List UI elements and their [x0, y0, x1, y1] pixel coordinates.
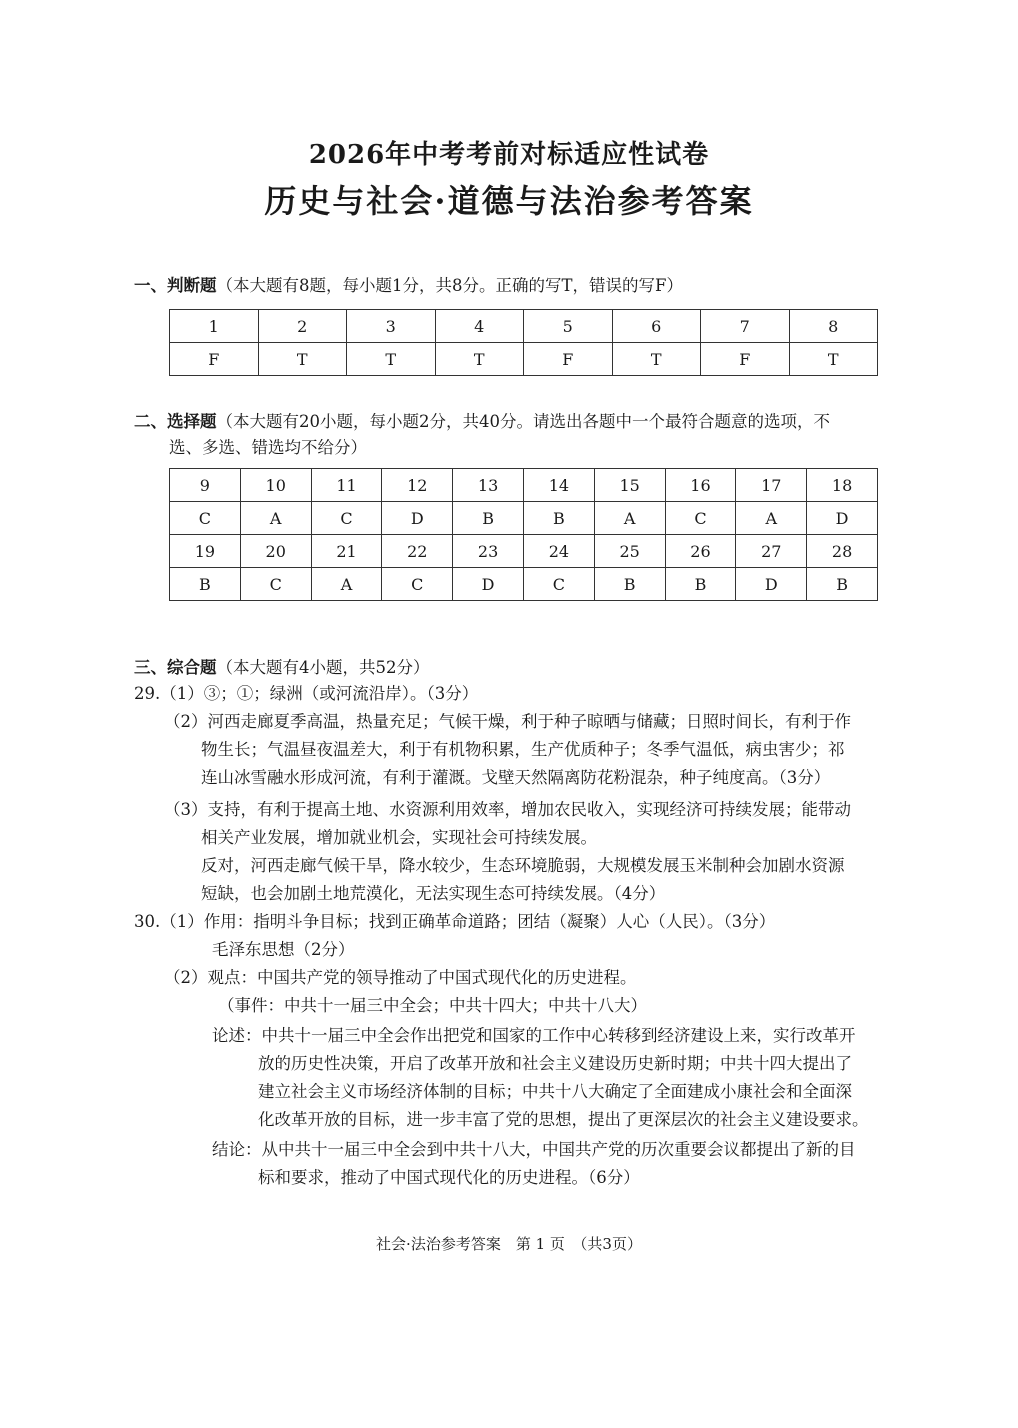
q30-part2-line: 论述：中共十一届三中全会作出把党和国家的工作中心转移到经济建设上来，实行改革开: [212, 1026, 856, 1045]
q29-part3-line: 短缺，也会加剧土地荒漠化，无法实现生态可持续发展。（4分）: [201, 884, 666, 903]
answer-cell: T: [347, 343, 436, 376]
question-number: 19: [170, 535, 241, 568]
table-row: [170, 568, 878, 601]
answer-cell: C: [311, 502, 382, 535]
section2-title: 二、选择题: [134, 412, 217, 431]
section2-note-continued: 选、多选、错选均不给分）: [169, 438, 367, 457]
q29-part2-line: 物生长；气温昼夜温差大，利于有机物积累，生产优质种子；冬季气温低，病虫害少；祁: [201, 740, 845, 759]
question-number: 20: [240, 535, 311, 568]
section3-heading: [134, 654, 430, 678]
q29-part3-line: 反对，河西走廊气候干旱，降水较少，生态环境脆弱，大规模发展玉米制种会加剧水资源: [201, 856, 845, 875]
question-number: 27: [736, 535, 807, 568]
question-number: 11: [311, 469, 382, 502]
question-number: 3: [347, 310, 436, 343]
question-number: 21: [311, 535, 382, 568]
question-number: 8: [789, 310, 878, 343]
question-number: 12: [382, 469, 453, 502]
question-number: 14: [523, 469, 594, 502]
answer-cell: D: [807, 502, 878, 535]
question-number: 25: [594, 535, 665, 568]
q30-part2-line: 建立社会主义市场经济体制的目标；中共十八大确定了全面建成小康社会和全面深: [258, 1082, 852, 1101]
q29-part3-line: （3）支持，有利于提高土地、水资源利用效率，增加农民收入，实现经济可持续发展；能带动: [164, 800, 851, 819]
answer-cell: F: [701, 343, 790, 376]
question-number: 16: [665, 469, 736, 502]
question-number: 13: [453, 469, 524, 502]
table-row: [170, 343, 878, 376]
q29-part2-line: （2）河西走廊夏季高温，热量充足；气候干燥，利于种子晾晒与储藏；日照时间长，有利于作: [164, 712, 851, 731]
page-title: 2026年中考考前对标适应性试卷: [308, 140, 710, 170]
answer-cell: D: [453, 568, 524, 601]
table-row: [170, 469, 878, 502]
q30-part2-line: 放的历史性决策，开启了改革开放和社会主义建设历史新时期；中共十四大提出了: [258, 1054, 852, 1073]
question-number: 22: [382, 535, 453, 568]
answer-cell: C: [382, 568, 453, 601]
question-number: 6: [612, 310, 701, 343]
question-number: 18: [807, 469, 878, 502]
answer-cell: T: [258, 343, 347, 376]
q30-part2-line: 化改革开放的目标，进一步丰富了党的思想，提出了更深层次的社会主义建设要求。: [258, 1110, 869, 1129]
section1-heading: [134, 272, 683, 296]
q30-part2-line: （2）观点：中国共产党的领导推动了中国式现代化的历史进程。: [164, 968, 637, 987]
answer-cell: B: [170, 568, 241, 601]
q30-part1: 30.（1）作用：指明斗争目标；找到正确革命道路；团结（凝聚）人心（人民）。（3分）: [134, 912, 776, 931]
table-row: [170, 310, 878, 343]
question-number: 1: [170, 310, 259, 343]
answer-cell: C: [523, 568, 594, 601]
question-number: 10: [240, 469, 311, 502]
answer-cell: A: [594, 502, 665, 535]
section2-heading: [134, 408, 830, 432]
answer-cell: D: [382, 502, 453, 535]
answer-cell: B: [665, 568, 736, 601]
q30-part2-line: 结论：从中共十一届三中全会到中共十八大，中国共产党的历次重要会议都提出了新的目: [212, 1140, 856, 1159]
q30-part2-line: 标和要求，推动了中国式现代化的历史进程。（6分）: [258, 1168, 640, 1187]
question-number: 2: [258, 310, 347, 343]
q30-part2-line: （事件：中共十一届三中全会；中共十四大；中共十八大）: [218, 996, 647, 1015]
question-number: 28: [807, 535, 878, 568]
answer-cell: A: [736, 502, 807, 535]
page-footer: 社会·法治参考答案 第 1 页 （共3页）: [376, 1235, 642, 1253]
question-number: 26: [665, 535, 736, 568]
q29-part1: 29.（1）③；①；绿洲（或河流沿岸）。（3分）: [134, 684, 479, 703]
table-row: [170, 535, 878, 568]
answer-cell: F: [524, 343, 613, 376]
answer-cell: B: [453, 502, 524, 535]
question-number: 15: [594, 469, 665, 502]
answer-cell: T: [435, 343, 524, 376]
section1-answer-table: [169, 309, 878, 376]
question-number: 7: [701, 310, 790, 343]
section3-title: 三、综合题: [134, 658, 217, 677]
answer-cell: D: [736, 568, 807, 601]
answer-cell: F: [170, 343, 259, 376]
q29-part3-line: 相关产业发展，增加就业机会，实现社会可持续发展。: [201, 828, 597, 847]
question-number: 5: [524, 310, 613, 343]
section2-note: （本大题有20小题，每小题2分，共40分。请选出各题中一个最符合题意的选项，不: [216, 412, 830, 431]
answer-cell: C: [170, 502, 241, 535]
answer-cell: A: [311, 568, 382, 601]
page-subtitle: 历史与社会·道德与法治参考答案: [264, 182, 754, 220]
question-number: 17: [736, 469, 807, 502]
answer-cell: B: [807, 568, 878, 601]
question-number: 24: [523, 535, 594, 568]
q30-part1-line: 毛泽东思想（2分）: [212, 940, 355, 959]
answer-cell: T: [612, 343, 701, 376]
section1-title: 一、判断题: [134, 276, 217, 295]
q29-part2-line: 连山冰雪融水形成河流，有利于灌溉。戈壁天然隔离防花粉混杂，种子纯度高。（3分）: [201, 768, 831, 787]
answer-cell: B: [594, 568, 665, 601]
section2-answer-table: [169, 468, 878, 601]
answer-cell: C: [665, 502, 736, 535]
section1-note: （本大题有8题，每小题1分，共8分。正确的写T，错误的写F）: [216, 276, 683, 295]
answer-cell: T: [789, 343, 878, 376]
answer-cell: A: [240, 502, 311, 535]
answer-cell: B: [523, 502, 594, 535]
table-row: [170, 502, 878, 535]
question-number: 4: [435, 310, 524, 343]
answer-cell: C: [240, 568, 311, 601]
question-number: 9: [170, 469, 241, 502]
section3-note: （本大题有4小题，共52分）: [216, 658, 430, 677]
question-number: 23: [453, 535, 524, 568]
